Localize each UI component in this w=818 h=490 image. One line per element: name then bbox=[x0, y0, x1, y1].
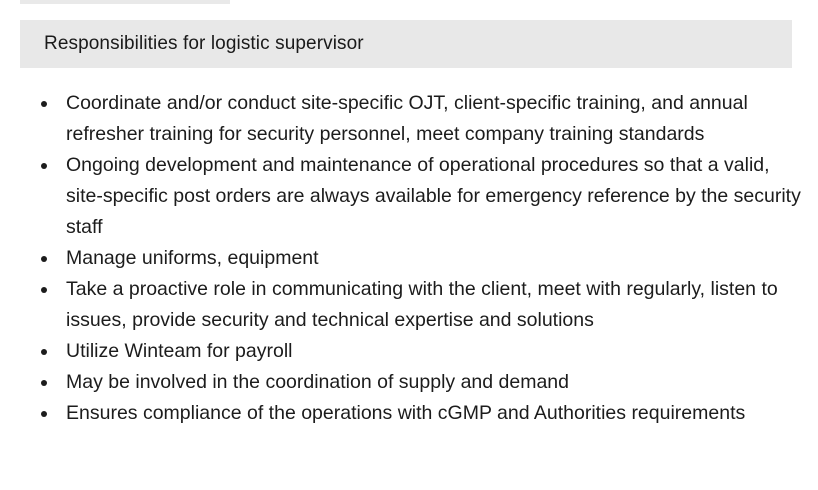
bullet-icon bbox=[41, 380, 47, 386]
list-item bbox=[66, 88, 810, 150]
list-item-text: Utilize Winteam for payroll bbox=[66, 340, 293, 362]
bullet-icon bbox=[41, 349, 47, 355]
bullet-icon bbox=[41, 101, 47, 107]
previous-section-remnant bbox=[20, 0, 230, 4]
list-item-text: Coordinate and/or conduct site-specific OJT, client-specific training, and annual refresher training for security personnel, meet company training standards bbox=[66, 92, 748, 145]
list-item-text: Ensures compliance of the operations with cGMP and Authorities requirements bbox=[66, 402, 746, 424]
list-item-text: Ongoing development and maintenance of operational procedures so that a valid, site-specific post orders are always available for emergency reference by the security staff bbox=[66, 154, 801, 238]
bullet-icon bbox=[41, 256, 47, 262]
bullet-icon bbox=[41, 287, 47, 293]
list-item bbox=[66, 398, 810, 429]
responsibilities-list bbox=[20, 88, 810, 429]
bullet-icon bbox=[41, 411, 47, 417]
list-item bbox=[66, 150, 810, 243]
list-item-text: May be involved in the coordination of supply and demand bbox=[66, 371, 569, 393]
list-item bbox=[66, 274, 810, 336]
list-item bbox=[66, 336, 810, 367]
section-title: Responsibilities for logistic supervisor bbox=[44, 33, 364, 54]
list-item-text: Manage uniforms, equipment bbox=[66, 247, 319, 269]
list-item bbox=[66, 243, 810, 274]
bullet-icon bbox=[41, 163, 47, 169]
list-item bbox=[66, 367, 810, 398]
section-header bbox=[20, 20, 792, 68]
list-item-text: Take a proactive role in communicating with the client, meet with regularly, listen to issues, provide security and technical expertise and solutions bbox=[66, 278, 778, 331]
